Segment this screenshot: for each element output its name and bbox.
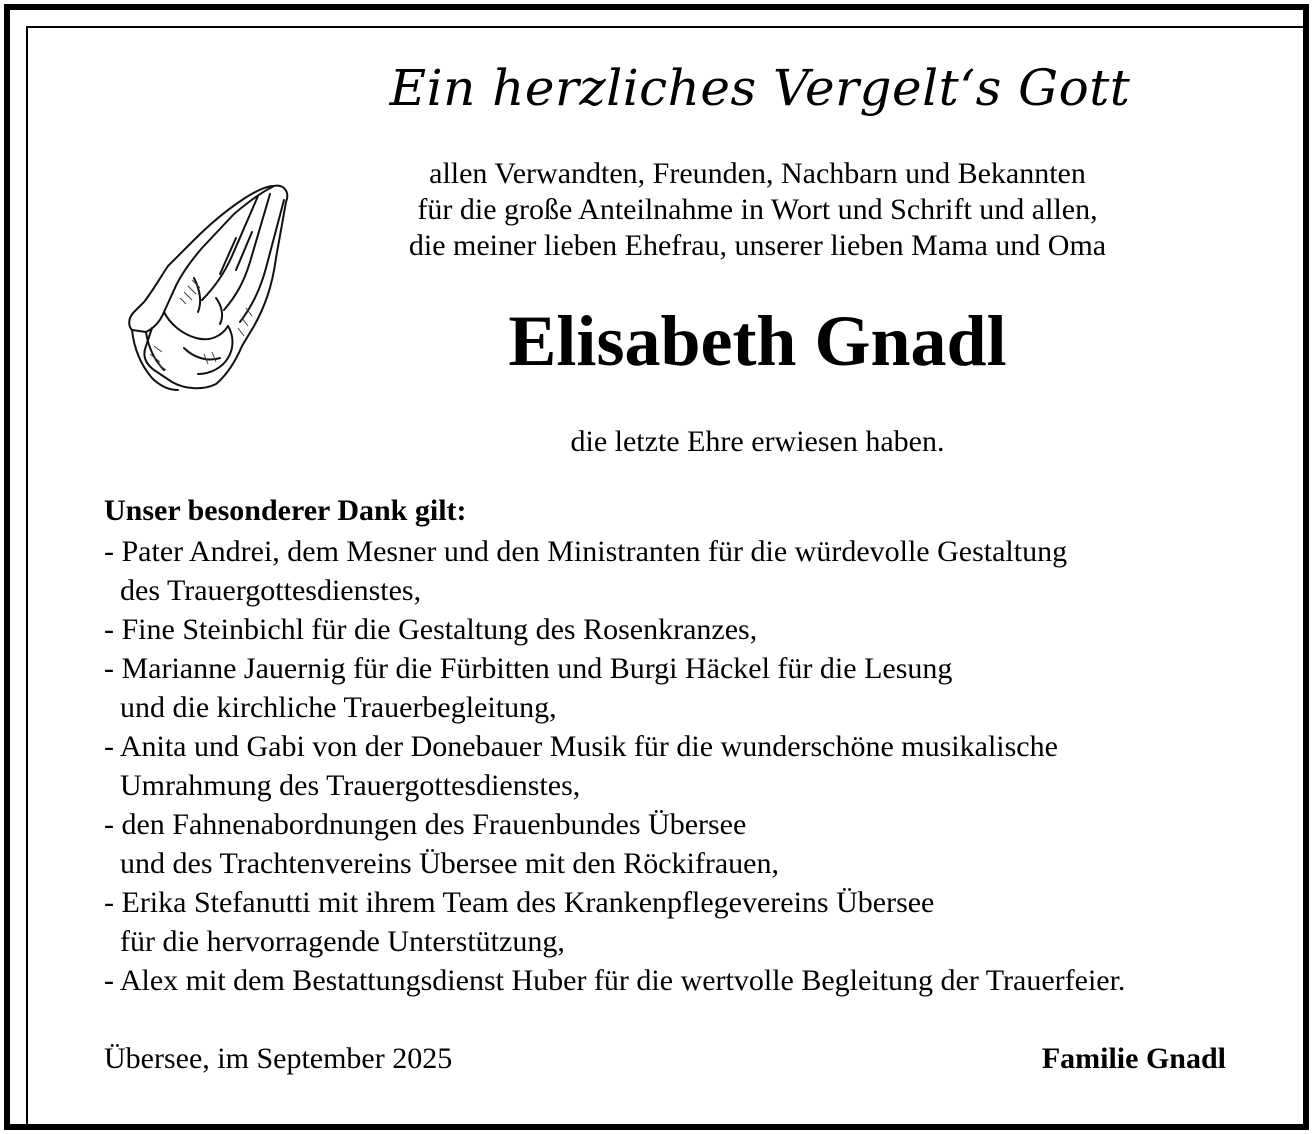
list-item-line: und des Trachtenvereins Übersee mit den Röckifrauen,: [120, 847, 779, 880]
intro-line: für die große Anteilnahme in Wort und Schrift und allen,: [417, 193, 1098, 226]
thanks-title: Unser besonderer Dank gilt:: [104, 494, 467, 527]
list-item-line: - Marianne Jauernig für die Fürbitten und Burgi Häckel für die Lesung: [104, 652, 953, 685]
list-item: [104, 961, 1264, 1000]
list-item-line: - Erika Stefanutti mit ihrem Team des Krankenpflegevereins Übersee: [104, 886, 935, 919]
closing-line: die letzte Ehre erwiesen haben.: [570, 425, 945, 458]
list-item: [104, 532, 1264, 610]
deceased-name: Elisabeth Gnadl: [508, 301, 1007, 381]
list-item-line: Umrahmung des Trauergottesdienstes,: [120, 769, 581, 802]
list-item: [104, 883, 1264, 961]
intro-line: die meiner lieben Ehefrau, unserer lieben Mama und Oma: [408, 229, 1107, 262]
signature: Familie Gnadl: [1041, 1042, 1226, 1075]
list-item-line: - Pater Andrei, dem Mesner und den Ministranten für die würdevolle Gestaltung: [104, 535, 1068, 568]
thanks-list: [104, 532, 1264, 1000]
list-item-line: des Trauergottesdienstes,: [120, 574, 422, 607]
list-item-line: - Anita und Gabi von der Donebauer Musik für die wunderschöne musikalische: [104, 730, 1058, 763]
list-item-line: für die hervorragende Unterstützung,: [120, 925, 565, 958]
intro-line: allen Verwandten, Freunden, Nachbarn und Bekannten: [429, 157, 1086, 190]
thanks-section: [104, 491, 1264, 1000]
heading: Ein herzliches Vergelt‘s Gott: [389, 59, 1131, 117]
list-item: [104, 805, 1264, 883]
list-item-line: - Fine Steinbichl für die Gestaltung des Rosenkranzes,: [104, 613, 758, 646]
list-item-line: und die kirchliche Trauerbegleitung,: [120, 691, 557, 724]
list-item: [104, 727, 1264, 805]
place-date: Übersee, im September 2025: [104, 1042, 453, 1075]
list-item: [104, 610, 1264, 649]
praying-hands-icon: [124, 178, 290, 394]
list-item: [104, 649, 1264, 727]
list-item-line: - den Fahnenabordnungen des Frauenbundes Übersee: [104, 808, 747, 841]
list-item-line: - Alex mit dem Bestattungsdienst Huber für die wertvolle Begleitung der Trauerfeier.: [104, 964, 1126, 997]
intro-text: [300, 156, 1215, 264]
